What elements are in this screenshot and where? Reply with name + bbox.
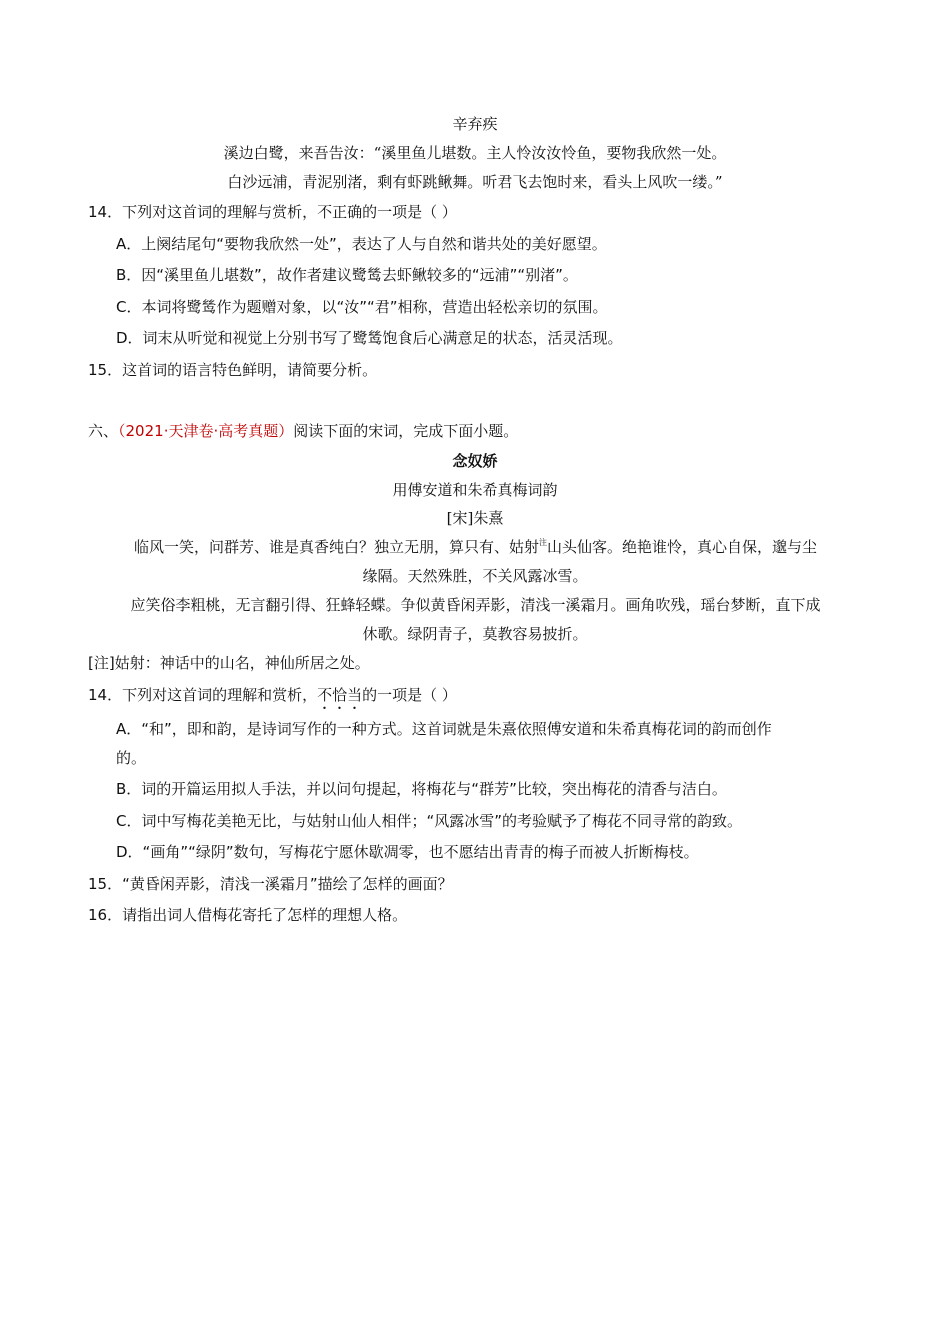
section-number: 六、	[88, 422, 119, 440]
question-14-set2	[88, 685, 457, 713]
emphasis-text: 不恰当	[317, 686, 363, 704]
poem1-author: 辛弃疾	[452, 115, 498, 133]
poem2-stanza1-line1	[88, 537, 863, 557]
poem1-line-2: 白沙远浦，青泥别渚，剩有虾跳鳅舞。听君飞去饱时来，看头上风吹一缕。”	[227, 173, 723, 191]
poem-text: 临风一笑，问群芳、谁是真香纯白？独立无朋，算只有、姑射	[133, 538, 539, 556]
option-b-set2: B．词的开篇运用拟人手法，并以问句提起，将梅花与“群芳”比较，突出梅花的清香与洁白。	[116, 780, 727, 798]
poem2-stanza2-line1: 应笑俗李粗桃，无言翻引得、狂蜂轻蝶。争似黄昏闲弄影，清浅一溪霜月。画角吹残，瑶台梦断，直下成	[130, 596, 821, 614]
footnote: [注]姑射：神话中的山名，神仙所居之处。	[88, 654, 370, 672]
poem2-author: [宋]朱熹	[446, 509, 504, 527]
poem2-subtitle: 用傅安道和朱希真梅词韵	[392, 481, 558, 499]
question-text: 14．下列对这首词的理解和赏析，	[88, 686, 318, 704]
question-15-set1: 15．这首词的语言特色鲜明，请简要分析。	[88, 361, 378, 379]
option-d-set1: D．词末从听觉和视觉上分别书写了鹭鸶饱食后心满意足的状态，活灵活现。	[116, 329, 623, 347]
question-text: 的一项是（ ）	[362, 686, 457, 704]
poem2-title: 念奴娇	[452, 452, 498, 470]
section-instruction: 阅读下面的宋词，完成下面小题。	[293, 422, 519, 440]
source-tag: （2021·天津卷·高考真题）	[118, 422, 294, 440]
poem2-stanza2-line2: 休歌。绿阴青子，莫教容易披折。	[362, 625, 588, 643]
option-b-set1: B．因“溪里鱼儿堪数”，故作者建议鹭鸶去虾鳅较多的“远浦”“别渚”。	[116, 266, 578, 284]
poem1-line-1: 溪边白鹭，来吾告汝：“溪里鱼儿堪数。主人怜汝汝怜鱼，要物我欣然一处。	[223, 144, 727, 162]
question-16-set2: 16．请指出词人借梅花寄托了怎样的理想人格。	[88, 906, 408, 924]
poem2-stanza1-line2: 缘隔。天然殊胜，不关风露冰雪。	[362, 567, 588, 585]
question-15-set2: 15．“黄昏闲弄影，清浅一溪霜月”描绘了怎样的画面？	[88, 875, 453, 893]
question-14-set1: 14．下列对这首词的理解与赏析，不正确的一项是（ ）	[88, 203, 457, 221]
option-a-set2: A．“和”，即和韵，是诗词写作的一种方式。这首词就是朱熹依照傅安道和朱希真梅花词的韵而创作	[116, 720, 772, 738]
option-a-set1: A．上阕结尾句“要物我欣然一处”，表达了人与自然和谐共处的美好愿望。	[116, 235, 607, 253]
option-c-set1: C．本词将鹭鸶作为题赠对象，以“汝”“君”相称，营造出轻松亲切的氛围。	[116, 298, 608, 316]
section-6-header	[88, 421, 518, 441]
footnote-marker: 注	[539, 538, 547, 547]
poem-text: 山头仙客。绝艳谁怜，真心自保，邈与尘	[547, 538, 818, 556]
option-a-set2-cont: 的。	[116, 749, 147, 767]
option-d-set2: D．“画角”“绿阴”数句，写梅花宁愿休歇凋零，也不愿结出青青的梅子而被人折断梅枝。	[116, 843, 699, 861]
option-c-set2: C．词中写梅花美艳无比，与姑射山仙人相伴；“风露冰雪”的考验赋予了梅花不同寻常的韵致。	[116, 812, 743, 830]
